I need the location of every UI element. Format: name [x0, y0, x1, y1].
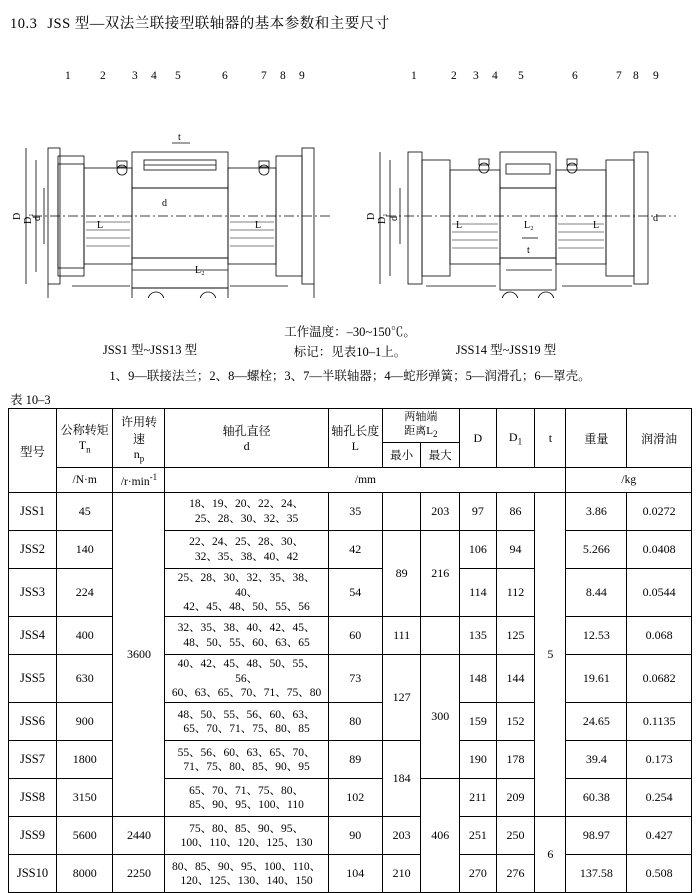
callout-l-6: 6: [222, 70, 228, 82]
cell-oil: 0.508: [627, 855, 692, 893]
cell-model: JSS9: [9, 817, 57, 855]
cell-bore: 75、80、85、90、95、 100、110、120、125、130: [165, 817, 328, 855]
th-t: t: [535, 409, 566, 468]
cell-weight: 98.97: [566, 817, 627, 855]
cell-gap-max: 203: [421, 493, 460, 531]
svg-text:L: L: [593, 220, 600, 231]
callout-l-7: 7: [261, 70, 267, 82]
cell-torque: 630: [56, 655, 113, 703]
section-number: 10.3: [10, 16, 38, 32]
svg-text:d: d: [653, 213, 658, 224]
callout-l-8: 8: [280, 70, 286, 82]
svg-text:D: D: [12, 212, 23, 220]
cell-gap-max: 300: [421, 655, 460, 779]
cell-torque: 224: [56, 569, 113, 617]
callout-l-9: 9: [299, 70, 305, 82]
cell-bore: 48、50、55、56、60、63、 65、70、71、75、80、85: [165, 703, 328, 741]
table-header-row-3: [9, 468, 692, 493]
table-row: [9, 817, 692, 855]
cell-D1: 250: [496, 817, 535, 855]
cell-D: 106: [459, 531, 496, 569]
cell-oil: 0.0682: [627, 655, 692, 703]
note-temperature: 工作温度：–30~150℃。: [284, 325, 416, 339]
callout-r-8: 8: [633, 70, 639, 82]
callout-l-1: 1: [65, 70, 71, 82]
table-row: [9, 493, 692, 531]
cell-gap-min: 127: [382, 655, 421, 741]
cell-torque: 900: [56, 703, 113, 741]
figure-callouts: [8, 48, 692, 298]
th-unit-speed: $/r\cdot\min^{-1}$: [113, 468, 165, 493]
cell-gap-min: 210: [382, 855, 421, 893]
cell-speed: 2250: [113, 855, 165, 893]
cell-D: 159: [459, 703, 496, 741]
cell-length: 102: [328, 779, 382, 817]
svg-text:d: d: [389, 216, 400, 221]
cell-D1: 125: [496, 617, 535, 655]
cell-weight: 60.38: [566, 779, 627, 817]
th-unit-torque: /N·m: [56, 468, 113, 493]
cell-D: 135: [459, 617, 496, 655]
cell-bore: 40、42、45、48、50、55、56、 60、63、65、70、71、75、80: [165, 655, 328, 703]
cell-speed: 2440: [113, 817, 165, 855]
svg-text:t: t: [178, 132, 181, 143]
cell-gap-min: 111: [382, 617, 421, 655]
cell-weight: 5.266: [566, 531, 627, 569]
cell-torque: 400: [56, 617, 113, 655]
note-mark: 标记：见表10–1上。: [293, 345, 407, 359]
cell-length: 104: [328, 855, 382, 893]
cell-bore: 65、70、71、75、80、 85、90、95、100、110: [165, 779, 328, 817]
cell-model: JSS1: [9, 493, 57, 531]
cell-oil: 0.173: [627, 741, 692, 779]
note-legend: 1、9—联接法兰；2、8—螺栓；3、7—半联轴器；4—蛇形弹簧；5—润滑孔；6—罩壳。: [109, 369, 591, 383]
callout-r-6: 6: [572, 70, 578, 82]
cell-length: 35: [328, 493, 382, 531]
cell-torque: 5600: [56, 817, 113, 855]
cell-torque: 8000: [56, 855, 113, 893]
cell-weight: 12.53: [566, 617, 627, 655]
cell-D: 270: [459, 855, 496, 893]
cell-length: 60: [328, 617, 382, 655]
cell-torque: 3150: [56, 779, 113, 817]
cell-length: 89: [328, 741, 382, 779]
callout-r-1: 1: [411, 70, 417, 82]
cell-D1: 112: [496, 569, 535, 617]
cell-gap-min: 203: [382, 817, 421, 855]
cell-torque: 140: [56, 531, 113, 569]
callout-r-2: 2: [451, 70, 457, 82]
svg-text:d: d: [162, 198, 167, 209]
figure-caption-right: JSS14 型~JSS19 型: [455, 343, 557, 357]
cell-D1: 144: [496, 655, 535, 703]
th-oil: 润滑油: [627, 409, 692, 468]
cell-gap-min: 89: [382, 531, 421, 617]
th-model: 型号: [9, 409, 57, 493]
callout-r-9: 9: [653, 70, 659, 82]
callout-r-3: 3: [473, 70, 479, 82]
cell-D1: 86: [496, 493, 535, 531]
svg-text:D₁: D₁: [23, 213, 34, 224]
callout-r-7: 7: [616, 70, 622, 82]
cell-D: 148: [459, 655, 496, 703]
page-title: [10, 12, 390, 33]
cell-model: JSS6: [9, 703, 57, 741]
cell-D1: 152: [496, 703, 535, 741]
th-D1: $D_1$: [496, 409, 535, 468]
svg-text:L: L: [97, 220, 104, 231]
table-row: [9, 569, 692, 617]
callout-r-4: 4: [492, 70, 498, 82]
cell-oil: 0.1135: [627, 703, 692, 741]
cell-D: 251: [459, 817, 496, 855]
cell-model: JSS5: [9, 655, 57, 703]
cell-bore: 80、85、90、95、100、110、 120、125、130、140、150: [165, 855, 328, 893]
svg-text:d: d: [32, 216, 43, 221]
table-row: [9, 617, 692, 655]
svg-text:D₁: D₁: [377, 213, 388, 224]
callout-l-3: 3: [132, 70, 138, 82]
table-row: [9, 531, 692, 569]
cell-oil: 0.068: [627, 617, 692, 655]
cell-D1: 276: [496, 855, 535, 893]
cell-D: 114: [459, 569, 496, 617]
table-row: [9, 655, 692, 703]
cell-torque: 45: [56, 493, 113, 531]
cell-weight: 39.4: [566, 741, 627, 779]
cell-weight: 3.86: [566, 493, 627, 531]
table-row: [9, 855, 692, 893]
callout-l-4: 4: [151, 70, 157, 82]
svg-text:L: L: [255, 220, 262, 231]
cell-D: 211: [459, 779, 496, 817]
th-D: D: [459, 409, 496, 468]
cell-gap-max: 406: [421, 779, 460, 893]
cell-D1: 94: [496, 531, 535, 569]
cell-gap-max: [421, 617, 460, 655]
th-speed: 许用转速 $n_p$: [113, 409, 165, 468]
cell-length: 42: [328, 531, 382, 569]
callout-l-2: 2: [100, 70, 106, 82]
cell-length: 73: [328, 655, 382, 703]
cell-D: 190: [459, 741, 496, 779]
cell-bore: 18、19、20、22、24、 25、28、30、32、35: [165, 493, 328, 531]
cell-gap-min: 184: [382, 741, 421, 817]
table-label: 表 10–3: [10, 393, 51, 407]
svg-text:L: L: [456, 220, 463, 231]
cell-model: JSS8: [9, 779, 57, 817]
callout-l-5: 5: [175, 70, 181, 82]
svg-text:L₂: L₂: [195, 265, 205, 276]
cell-oil: 0.0272: [627, 493, 692, 531]
table-row: [9, 779, 692, 817]
svg-text:D: D: [366, 212, 377, 220]
cell-oil: 0.0408: [627, 531, 692, 569]
cell-torque: 1800: [56, 741, 113, 779]
cell-bore: 22、24、25、28、30、 32、35、38、40、42: [165, 531, 328, 569]
section-title: JSS 型—双法兰联接型联轴器的基本参数和主要尺寸: [47, 16, 390, 32]
cell-weight: 24.65: [566, 703, 627, 741]
cell-D: 97: [459, 493, 496, 531]
cell-bore: 55、56、60、63、65、70、 71、75、80、85、90、95: [165, 741, 328, 779]
cell-model: JSS3: [9, 569, 57, 617]
cell-gap-max: 216: [421, 531, 460, 617]
cell-t: 5: [535, 493, 566, 817]
cell-length: 54: [328, 569, 382, 617]
th-weight: 重量: [566, 409, 627, 468]
cell-bore: 32、35、38、40、42、45、 48、50、55、60、63、65: [165, 617, 328, 655]
table-header-row-1: [9, 409, 692, 443]
cell-weight: 19.61: [566, 655, 627, 703]
figure-caption-left: JSS1 型~JSS13 型: [102, 343, 198, 357]
cell-oil: 0.254: [627, 779, 692, 817]
cell-bore: 25、28、30、32、35、38、40、 42、45、48、50、55、56: [165, 569, 328, 617]
th-unit-mm: /mm: [165, 468, 566, 493]
cell-model: JSS4: [9, 617, 57, 655]
parameters-table: [8, 408, 692, 893]
cell-gap-min: [382, 493, 421, 531]
cell-D1: 178: [496, 741, 535, 779]
th-torque: 公称转矩 $T_n$: [56, 409, 113, 468]
th-length: 轴孔长度 L: [328, 409, 382, 468]
th-gap-min: 最小: [382, 443, 421, 468]
cell-t: 6: [535, 817, 566, 893]
svg-text:L₂: L₂: [524, 220, 534, 231]
cell-oil: 0.0544: [627, 569, 692, 617]
cell-speed: 3600: [113, 493, 165, 817]
cell-weight: 137.58: [566, 855, 627, 893]
cell-weight: 8.44: [566, 569, 627, 617]
cell-model: JSS2: [9, 531, 57, 569]
callout-r-5: 5: [518, 70, 524, 82]
cell-length: 90: [328, 817, 382, 855]
cell-model: JSS10: [9, 855, 57, 893]
svg-text:t: t: [527, 245, 530, 256]
table-row: [9, 703, 692, 741]
th-bore: 轴孔直径 d: [165, 409, 328, 468]
cell-length: 80: [328, 703, 382, 741]
cell-oil: 0.427: [627, 817, 692, 855]
th-gap-max: 最大: [421, 443, 460, 468]
table-row: [9, 741, 692, 779]
th-unit-kg: /kg: [566, 468, 692, 493]
th-gap: 两轴端 距离$L_2$: [382, 409, 459, 443]
cell-D1: 209: [496, 779, 535, 817]
cell-model: JSS7: [9, 741, 57, 779]
